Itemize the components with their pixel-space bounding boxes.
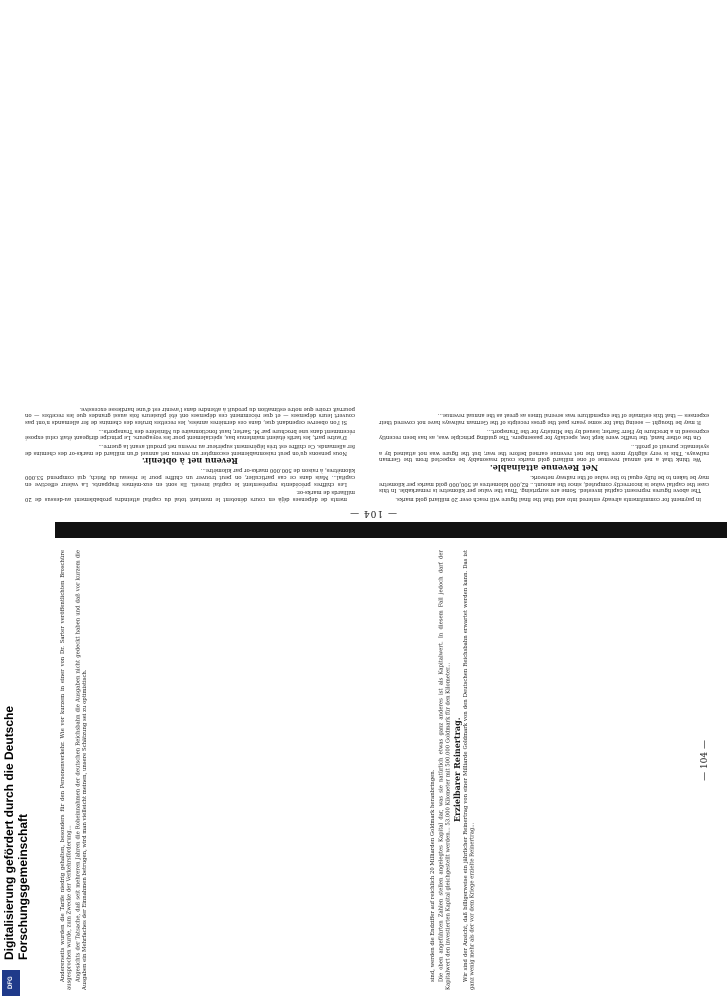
section-heading: Net Revenue attainable.	[489, 463, 599, 474]
paragraph: Andererseits wurden die Tarife niedrig gehalten, besonders für den Personenverkehr. Wie vor kurzem in einer von Dr. Sarter veröffentlichten Broschüre ausgesprochen wurde, zum Zwecke der Verkehrsförderung...	[60, 550, 73, 990]
paragraph: Si l'on observe cependant que, dans ces dernières années, les recettes brutes des chemins de fer allemands n'ont pas couvert leurs dépenses — et que récemment ces dépenses ont été plusieurs fois aussi grandes que les recettes — on pourrait croire que notre estimation du produit à attendre dans l'avenir est d'une hardiesse excessive.	[25, 405, 355, 425]
lower-german-column-a	[430, 550, 680, 990]
scan-binding-edge	[55, 522, 727, 538]
paragraph: Nous pensons qu'on peut raisonnablement escompter un revenu net annuel d'un milliard de marks-or des chemins de fer allemands. Ce chiffre est très légèrement supérieur au revenu net produit avant la guerre...	[25, 443, 355, 456]
paragraph: in payment for commitments already entered into and that the final figure will reach over 20 milliard gold marks.	[395, 496, 701, 502]
dfg-logo: DFG	[2, 970, 20, 996]
paragraph: On the other hand, the traffic were kept low, specially for passengers. The guiding principle was, as has been recently expressed in a brochure by Herr Sarter, issued by the Ministry for the Transport...	[379, 427, 709, 441]
paragraph: sind, werden die Endziffer auf reichlich 20 Milliarden Goldmark heranbringen.	[430, 769, 436, 982]
paragraph: Les chiffres précédents représentent le capital investi. Ils sont en eux-mêmes frappants. La valeur effective en capital... Mais dans ce cas particulier, on peut trouver un chiffre pour le réseau du Reich, qui comprend 53.000 kilomètres, à raison de 500.000 marks-or par kilomètre...	[25, 467, 355, 487]
paragraph: Angesichts der Tatsache, daß seit mehreren Jahren die Roheinnahmen der deutschen Reichsbahn die Ausgaben nicht gedeckt haben und daß vor kurzem die Ausgaben ein Mehrfaches der Einnahmen betrugen, wird man vielleicht meinen, unsere Schätzung sei zu optimistisch.	[75, 550, 89, 990]
paragraph: Die oben angeführten Zahlen stellen angelegtes Kapital dar, was sie natürlich etwas ganz anderes ist als Kapitalwert. In diesem Fall jedoch darf der Kapitalwert den investierten Kapital gleichgestellt werden... 53.000 Kilometer mit 500.000 Goldmark für den Kilometer...	[438, 550, 452, 990]
paragraph: The above figures represent capital invested. Some are surprising. Thus the value per kilometre is remarkable. In this case the capital value is incorrectly computed, since the amount... 82,000 kilometres at 500,000 gold marks per kilometre may be taken to be fully equal to the value of the railway network.	[379, 473, 709, 494]
upper-english-column	[379, 410, 709, 502]
lower-scan-page	[0, 540, 727, 1000]
digitization-credit: Digitalisierung gefördert durch die Deutsche Forschungsgemeinschaft	[2, 705, 30, 960]
section-heading: Erzielbarer Reinertrag.	[452, 717, 463, 823]
paragraph: We think that a net annual revenue of one milliard gold marks could reasonably be expected from the German railways. This is very slightly more than the net revenue earned before the war; but the figure was not attained by a systematic pursuit of profit...	[379, 443, 709, 463]
upper-french-column	[25, 403, 355, 502]
paragraph: D'autre part, les tarifs étaient maintenus bas, spécialement pour les voyageurs. Le principe dirigeant était celui exposé récemment dans une brochure par M. Sarter, haut fonctionnaire du Ministère des Transports...	[25, 427, 355, 441]
lower-page-number: — 104 —	[700, 740, 710, 781]
upper-page-number: — 104 —	[349, 508, 397, 518]
section-heading: Revenu net à obtenir.	[141, 456, 239, 467]
paragraph: ments de dépenses déjà en cours dénotent le montant total du capital atteindra probablement au-dessus de 20 milliards de marks-or.	[25, 489, 355, 502]
paragraph: It may be thought — seeing that for some years past the gross receipts of the German railways have not covered their expenses — that this estimate of the expenditure was several times as great as the annual revenue...	[379, 412, 709, 425]
lower-german-column-b	[60, 550, 400, 990]
lower-rotated-content	[0, 540, 727, 1000]
paragraph: Wir sind der Ansicht, daß billigerweise ein jährlicher Reinertrag von einer Milliarde Goldmark von den Deutschen Reichsbahn erwartet werden kann. Das ist ganz wenig mehr als der vor dem Kriege erzielte Reinertrag...	[462, 550, 476, 990]
